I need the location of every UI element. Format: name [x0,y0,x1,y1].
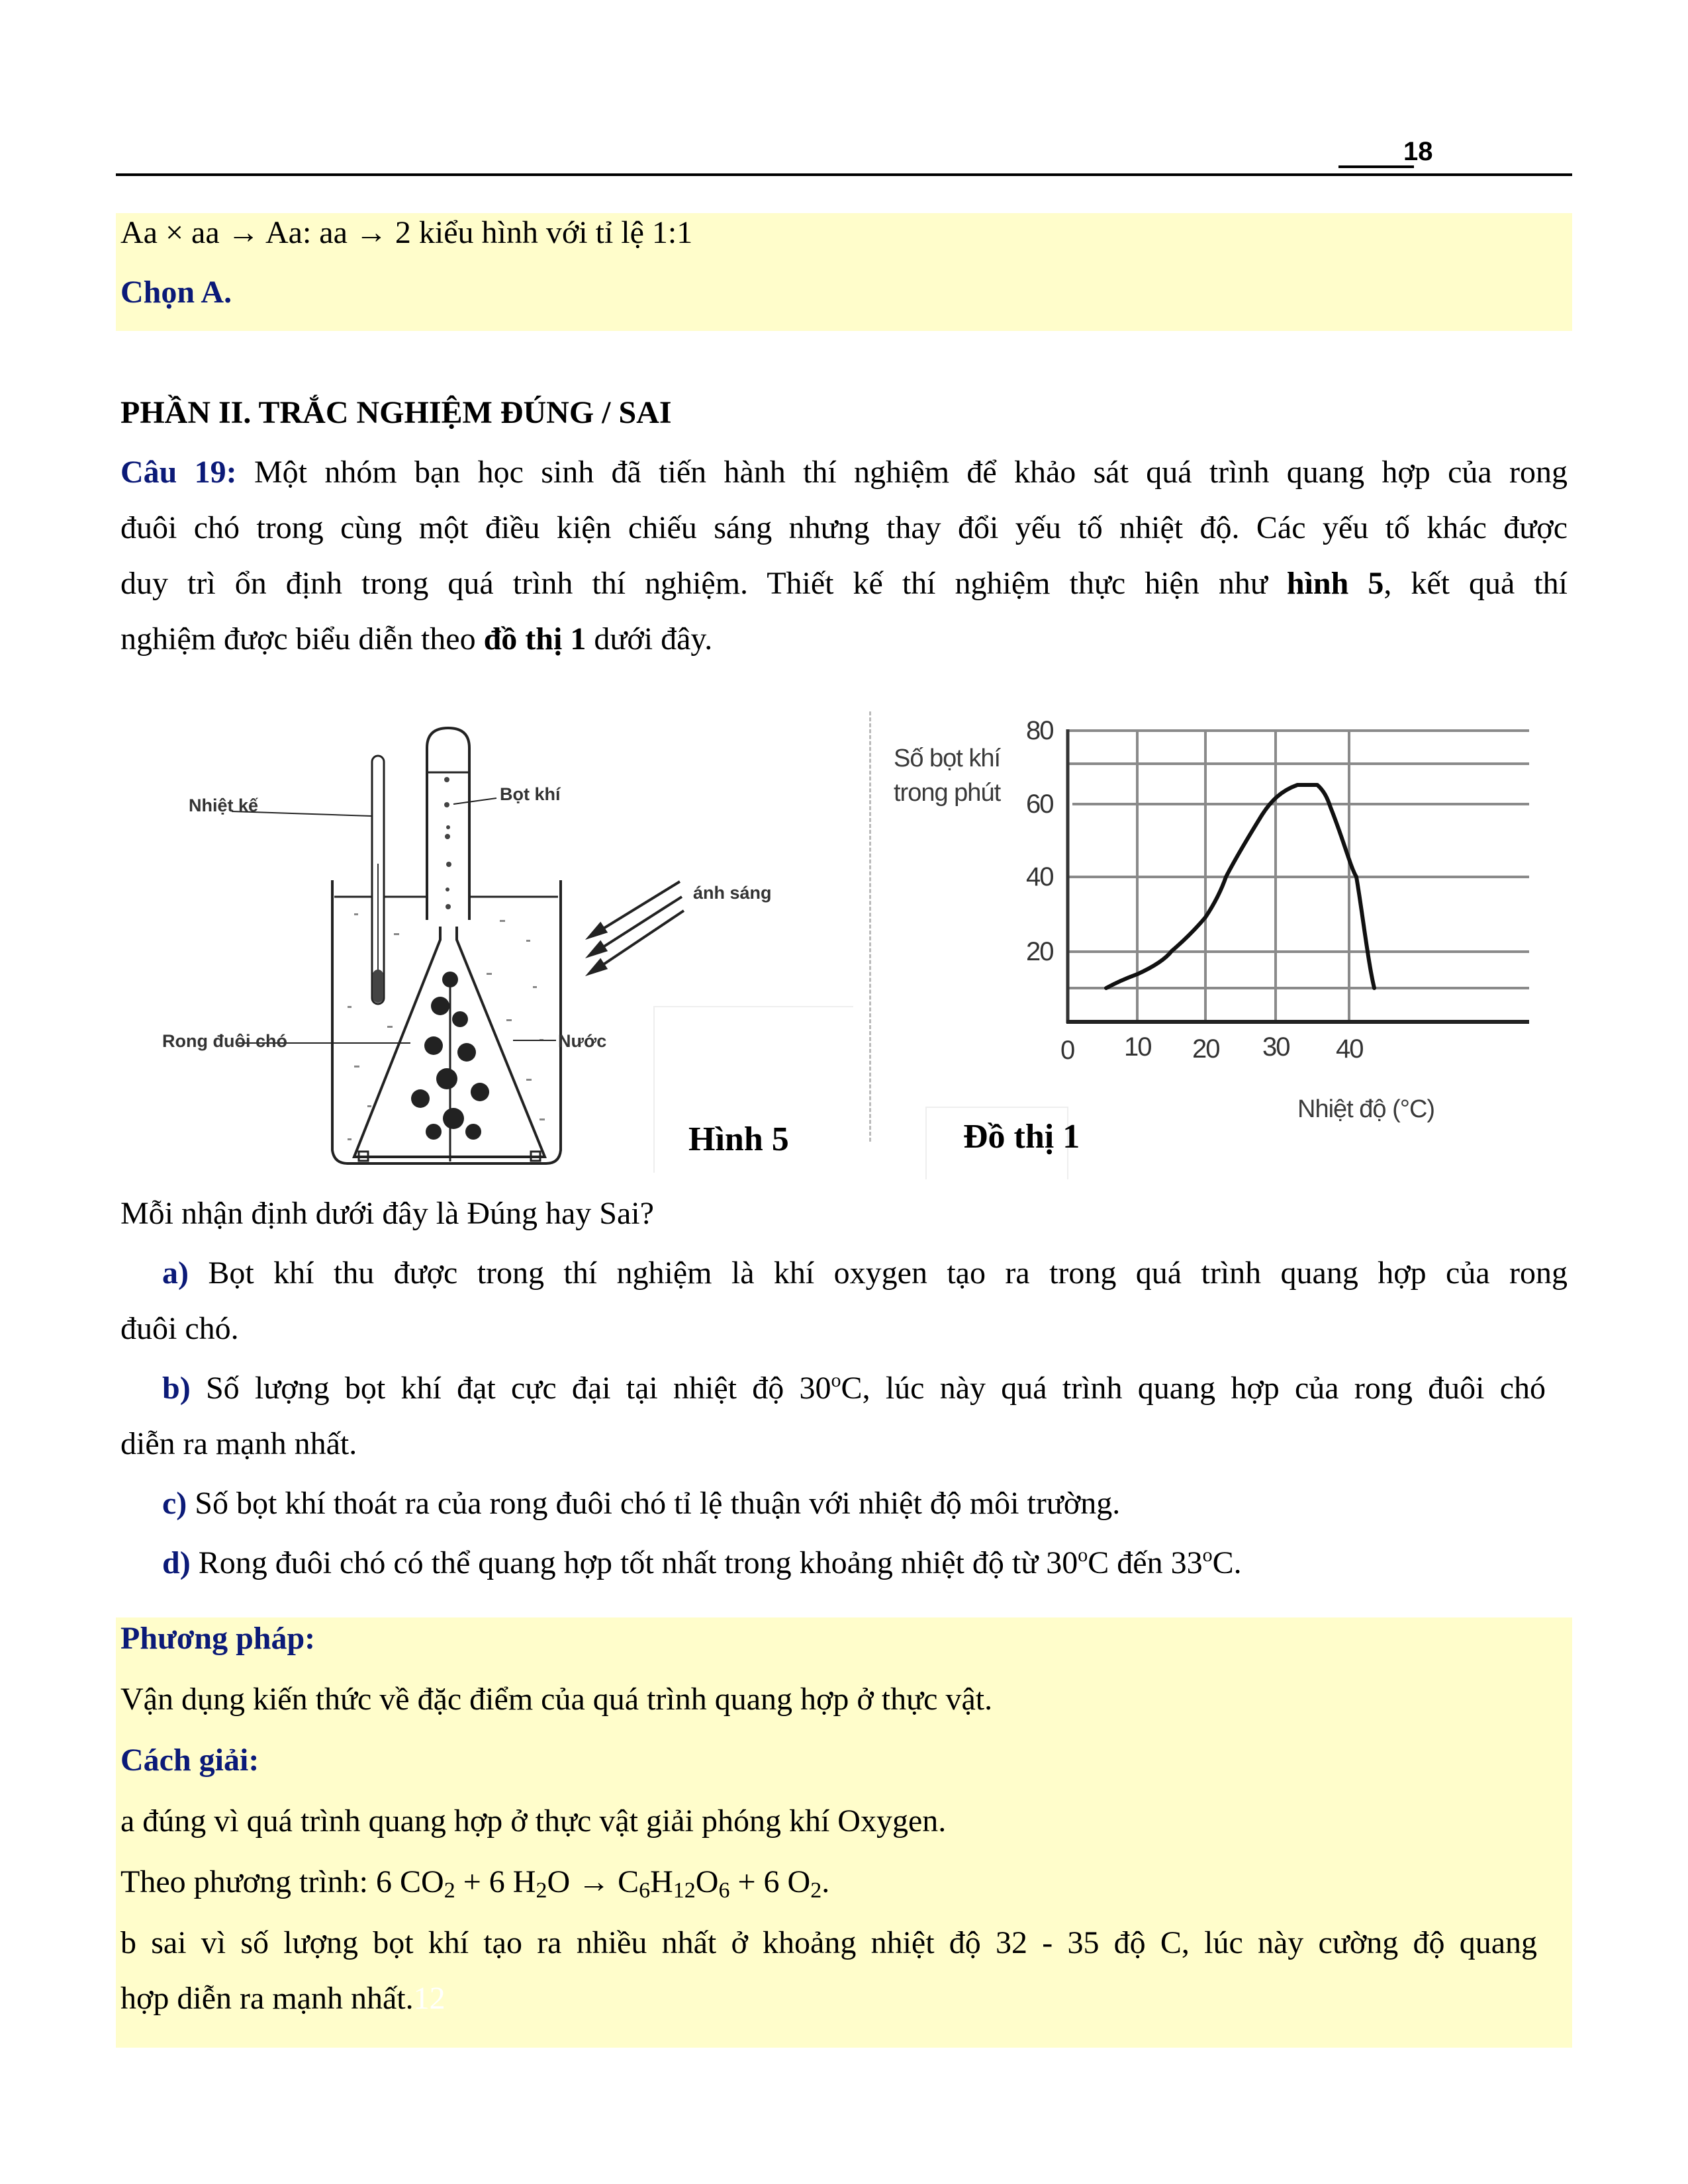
label-water: Nước [558,1031,607,1051]
y-tick-60: 60 [1026,790,1053,819]
header-rule [116,173,1572,176]
label-light: ánh sáng [693,883,772,903]
method-title: Phương pháp: [120,1621,316,1656]
statement-a-label: a) [162,1255,189,1291]
x-tick-40: 40 [1336,1034,1363,1064]
statement-a-line-1: a) Bọt khí thu được trong thí nghiệm là khí oxygen tạo ra trong quá trình quang hợp của rong [162,1255,1568,1291]
page-number-underline [1338,165,1414,168]
statement-c: c) Số bọt khí thoát ra của rong đuôi chó tỉ lệ thuận với nhiệt độ môi trường. [162,1486,1121,1521]
answer-choice: Chọn A. [120,275,232,310]
y-tick-20: 20 [1026,937,1053,966]
photosynthesis-equation: Theo phương trình: 6 $CO_2 + 6$ $H_2O \to C_6H_{12}O_6 + 6$ $O_2$. [120,1864,830,1903]
question-label: Câu 19: [120,455,237,490]
x-tick-30: 30 [1262,1032,1289,1062]
figure-5-caption: Hình 5 [688,1120,789,1158]
hidden-mark: 12 [413,1981,445,2016]
question-line-3: duy trì ổn định trong quá trình thí nghiệm. Thiết kế thí nghiệm thực hiện như hình 5, kết quả thí [120,566,1568,601]
x-tick-0: 0 [1060,1036,1074,1065]
statement-b-line-1: b) Số lượng bọt khí đạt cực đại tại nhiệt độ 30$^o$C, lúc này quá trình quang hợp của rong đuôi chó [162,1369,1546,1406]
graph-1 [861,702,1556,1178]
genetic-cross-line: Aa × aa → Aa: aa → 2 kiểu hình với tỉ lệ 1:1 [120,215,693,250]
x-axis-title: Nhiệt độ (°C) [1297,1095,1435,1123]
y-tick-40: 40 [1026,862,1053,891]
statement-a-line-2: đuôi chó. [120,1311,239,1346]
solve-title: Cách giải: [120,1743,259,1778]
x-tick-20: 20 [1192,1034,1219,1064]
method-text: Vận dụng kiến thức về đặc điểm của quá trình quang hợp ở thực vật. [120,1682,993,1717]
label-plant: Rong đuôi chó [162,1031,287,1051]
solution-b-line-2: hợp diễn ra mạnh nhất.12 [120,1981,445,2016]
y-tick-80: 80 [1026,716,1053,745]
statement-c-label: c) [162,1486,187,1521]
statement-d: d) Rong đuôi chó có thể quang hợp tốt nhất trong khoảng nhiệt độ từ 30$^o$C đến 33$^o$C. [162,1544,1242,1580]
question-line-1: Câu 19: Một nhóm bạn học sinh đã tiến hành thí nghiệm để khảo sát quá trình quang hợp của rong [120,455,1568,490]
true-false-prompt: Mỗi nhận định dưới đây là Đúng hay Sai? [120,1196,654,1231]
section-title: PHẦN II. TRẮC NGHIỆM ĐÚNG / SAI [120,395,672,430]
graph-ref: đồ thị 1 [483,621,586,657]
solution-b-line-1: b sai vì số lượng bọt khí tạo ra nhiều nhất ở khoảng nhiệt độ 32 - 35 độ C, lúc này cường độ quang [120,1925,1537,1960]
label-bubbles: Bọt khí [500,784,561,804]
figure-ref: hình 5 [1286,566,1384,601]
question-line-2: đuôi chó trong cùng một điều kiện chiếu sáng nhưng thay đổi yếu tố nhiệt độ. Các yếu tố khác được [120,510,1568,545]
statement-b-line-2: diễn ra mạnh nhất. [120,1426,357,1461]
page-number: 18 [1403,137,1433,166]
data-curve [1106,785,1374,988]
solution-a: a đúng vì quá trình quang hợp ở thực vật giải phóng khí Oxygen. [120,1803,947,1839]
graph-1-caption: Đồ thị 1 [963,1118,1080,1156]
question-line-4: nghiệm được biểu diễn theo đồ thị 1 dưới đây. [120,621,713,657]
y-axis-title: Số bọt khí trong phút [894,745,1001,807]
figure-5-apparatus [156,708,857,1171]
label-thermometer: Nhiệt kế [189,796,259,815]
statement-b-label: b) [162,1371,191,1406]
statement-d-label: d) [162,1545,191,1580]
x-tick-10: 10 [1124,1032,1151,1062]
